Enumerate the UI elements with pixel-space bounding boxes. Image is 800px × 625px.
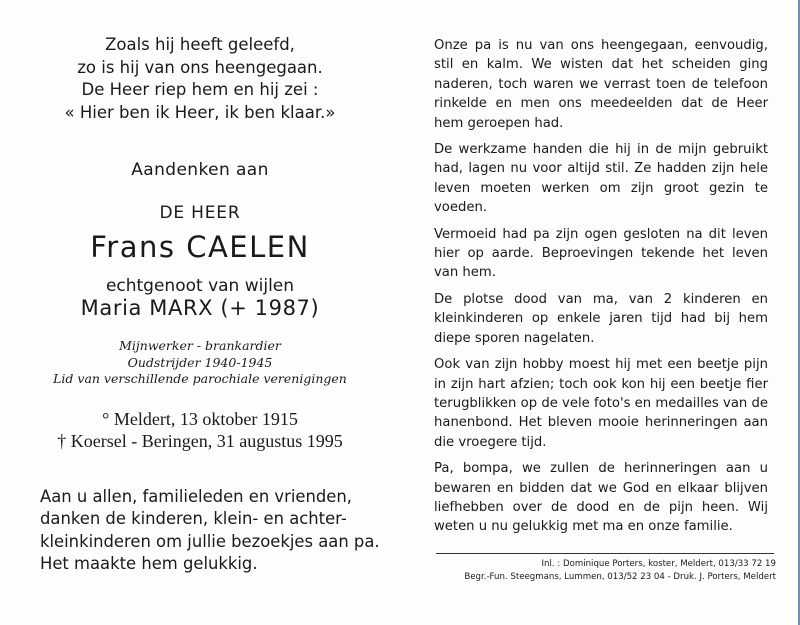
narrative-paragraph: De plotse dood van ma, van 2 kinderen en kleinkinderen op enkele jaren tijd had bij hem diepe sporen nagelaten.: [434, 291, 768, 346]
thanks-line: Aan u allen, familieleden en vrienden,: [40, 487, 352, 506]
poem-line: Zoals hij heeft geleefd,: [105, 35, 295, 54]
role-line: Oudstrijder 1940-1945: [127, 354, 273, 370]
death-date: † Koersel - Beringen, 31 augustus 1995: [57, 431, 343, 451]
credit-line: Begr.-Fun. Steegmans, Lummen, 013/52 23 04 - Druk. J. Porters, Meldert: [464, 572, 776, 582]
birth-date: ° Meldert, 13 oktober 1915: [102, 409, 298, 429]
thanks-block: [40, 486, 380, 575]
title-heading: DE HEER: [159, 203, 241, 223]
poem: [30, 34, 370, 124]
narrative-text: [434, 36, 768, 544]
poem-line: De Heer riep hem en hij zei :: [81, 80, 319, 99]
narrative-paragraph: Pa, bompa, we zullen de herinneringen aan u bewaren en bidden dat we God en elkaar blijven liefhebben over de dood en de pijn heen. Wij weten u nu gelukkig met ma en onze familie.: [434, 461, 768, 535]
narrative-paragraph: De werkzame handen die hij in de mijn gebruikt had, lagen nu voor altijd stil. Ze hadden zijn hele leven moeten werken om zijn groot gezin te voeden.: [434, 142, 768, 216]
memory-heading: Aandenken aan: [131, 160, 269, 180]
thanks-line: Het maakte hem gelukkig.: [40, 553, 258, 573]
role-line: Mijnwerker - brankardier: [119, 338, 281, 353]
narrative-paragraph: Vermoeid had pa zijn ogen gesloten na dit leven hier op aarde. Beproevingen tekende het leven van hem.: [434, 226, 768, 281]
dates-block: [0, 408, 400, 452]
spouse-label: echtgenoot van wijlen: [105, 276, 295, 296]
deceased-name: Frans CAELEN: [90, 230, 310, 264]
role-line: Lid van verschillende parochiale verenigingen: [53, 371, 347, 386]
spouse-name: Maria MARX (+ 1987): [80, 296, 320, 320]
thanks-line: danken de kinderen, klein- en achter-: [40, 509, 347, 529]
right-panel: [416, 0, 800, 625]
divider-line: [436, 553, 774, 554]
printer-credits: [426, 558, 776, 584]
thanks-line: kleinkinderen om jullie bezoekjes aan pa.: [40, 531, 380, 551]
credit-line: Inl. : Dominique Porters, koster, Meldert, 013/33 72 19: [541, 559, 776, 569]
poem-line: « Hier ben ik Heer, ik ben klaar.»: [64, 102, 336, 122]
poem-line: zo is hij van ons heengegaan.: [77, 57, 323, 77]
narrative-paragraph: Onze pa is nu van ons heengegaan, eenvoudig, stil en kalm. We wisten dat het scheiden ging naderen, toch waren we verrast toen de telefoon rinkelde en men ons meedeelden dat de Heer hem geroepen had.: [434, 38, 768, 131]
roles-block: [0, 338, 400, 388]
narrative-paragraph: Ook van zijn hobby moest hij met een beetje pijn in zijn hart afzien; toch ook kon hij een beetje fier terugblikken op de vele foto's en medailles van de hanenbond. Het bleven mooie herinneringen aan die vroegere tijd.: [434, 357, 768, 450]
